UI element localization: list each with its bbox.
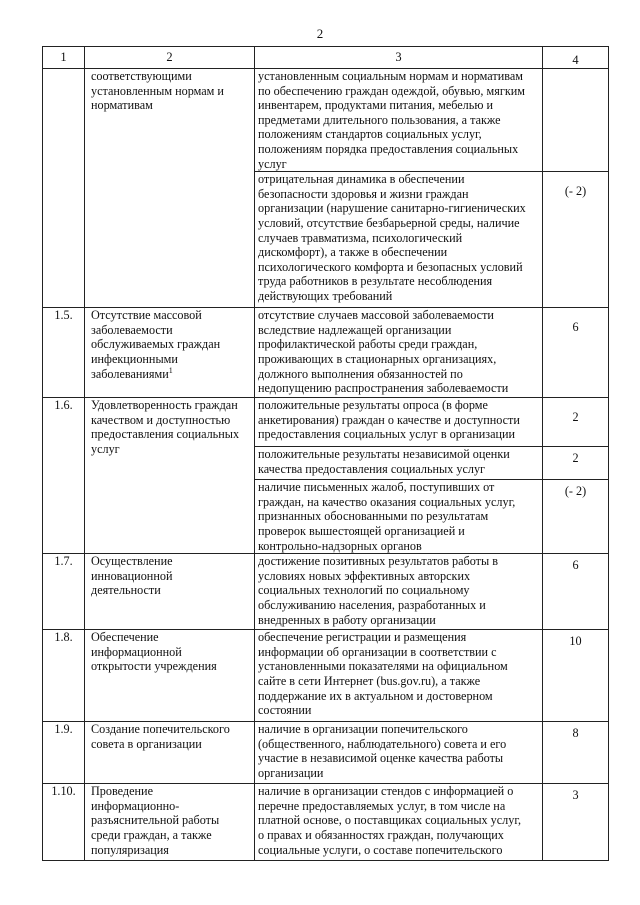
score-cell bbox=[543, 69, 609, 172]
header-col-4: 4 bbox=[543, 47, 609, 69]
score-cell: 3 bbox=[543, 784, 609, 861]
indicator-cell: отсутствие случаев массовой заболеваемости вследствие надлежащей организации профилактической работы среди граждан, проживающих в стационарных организациях, должного выполнения обязанностей по недопущению распространения заболеваемости bbox=[255, 308, 543, 398]
criterion-cell: Обеспечение информационной открытости учреждения bbox=[85, 630, 255, 722]
indicator-cell: установленным социальным нормам и нормативам по обеспечению граждан одеждой, обувью, мягким инвентарем, продуктами питания, мебелью и предметами длительного пользования, а также положениям стандартов социальных услуг, положениям порядка предоставления социальных услуг bbox=[255, 69, 543, 172]
indicator-cell: отрицательная динамика в обеспечении безопасности здоровья и жизни граждан организации (нарушение санитарно-гигиенических условий, отсутствие безбарьерной среды, наличие случаев травматизма, психологический дискомфорт), а также в обеспечении психологического комфорта и безопасных условий труда работников в результате несоблюдения действующих требований bbox=[255, 172, 543, 308]
score-cell: 2 bbox=[543, 398, 609, 447]
indicator-cell: наличие в организации попечительского (общественного, наблюдательного) совета и его участие в независимой оценке качества работы организации bbox=[255, 722, 543, 784]
score-cell: 10 bbox=[543, 630, 609, 722]
score-cell: 6 bbox=[543, 554, 609, 630]
criterion-cell: соответствующими установленным нормам и нормативам bbox=[85, 69, 255, 308]
row-number: 1.9. bbox=[43, 722, 85, 784]
indicator-cell: положительные результаты независимой оценки качества предоставления социальных услуг bbox=[255, 447, 543, 480]
row-number: 1.8. bbox=[43, 630, 85, 722]
indicator-cell: достижение позитивных результатов работы в условиях новых эффективных авторских социальных технологий по социальному обслуживанию населения, разработанных и внедренных в работу организации bbox=[255, 554, 543, 630]
criterion-cell: Удовлетворенность граждан качеством и доступностью предоставления социальных услуг bbox=[85, 398, 255, 554]
indicator-cell: положительные результаты опроса (в форме анкетирования) граждан о качестве и доступности предоставления социальных услуг в организации bbox=[255, 398, 543, 447]
criterion-cell: Проведение информационно- разъяснительной работы среди граждан, а также популяризация bbox=[85, 784, 255, 861]
score-cell: (- 2) bbox=[543, 480, 609, 554]
row-number: 1.6. bbox=[43, 398, 85, 554]
header-col-1: 1 bbox=[43, 47, 85, 69]
table-header-row bbox=[43, 47, 609, 69]
table-row bbox=[43, 630, 609, 722]
table-row bbox=[43, 69, 609, 172]
footnote-mark: 1 bbox=[168, 365, 173, 375]
page-number: 2 bbox=[316, 26, 324, 41]
row-number: 1.7. bbox=[43, 554, 85, 630]
criterion-cell: Осуществление инновационной деятельности bbox=[85, 554, 255, 630]
header-col-2: 2 bbox=[85, 47, 255, 69]
table-row bbox=[43, 554, 609, 630]
table-row bbox=[43, 308, 609, 398]
indicator-cell: наличие письменных жалоб, поступивших от граждан, на качество оказания социальных услуг, признанных обоснованными по результатам проверок вышестоящей организацией и контрольно-надзорных органов bbox=[255, 480, 543, 554]
row-number: 1.5. bbox=[43, 308, 85, 398]
indicator-cell: обеспечение регистрации и размещения информации об организации в соответствии с установленными показателями на официальном сайте в сети Интернет (bus.gov.ru), а также поддержание их в актуальном и достоверном состоянии bbox=[255, 630, 543, 722]
header-col-3: 3 bbox=[255, 47, 543, 69]
table-row bbox=[43, 784, 609, 861]
score-cell: 2 bbox=[543, 447, 609, 480]
table-row bbox=[43, 722, 609, 784]
score-cell: 6 bbox=[543, 308, 609, 398]
indicator-cell: наличие в организации стендов с информацией о перечне предоставляемых услуг, в том числе на платной основе, о поставщиках социальных услуг, о правах и обязанностях граждан, получающих социальные услуги, о составе попечительского bbox=[255, 784, 543, 861]
criterion-cell: Создание попечительского совета в организации bbox=[85, 722, 255, 784]
score-cell: 8 bbox=[543, 722, 609, 784]
criteria-table bbox=[42, 46, 609, 861]
table-row bbox=[43, 398, 609, 447]
criterion-cell: Отсутствие массовой заболеваемости обслуживаемых граждан инфекционными заболеваниями$^1$ bbox=[85, 308, 255, 398]
row-number: 1.10. bbox=[43, 784, 85, 861]
score-cell: (- 2) bbox=[543, 172, 609, 308]
row-number bbox=[43, 69, 85, 308]
